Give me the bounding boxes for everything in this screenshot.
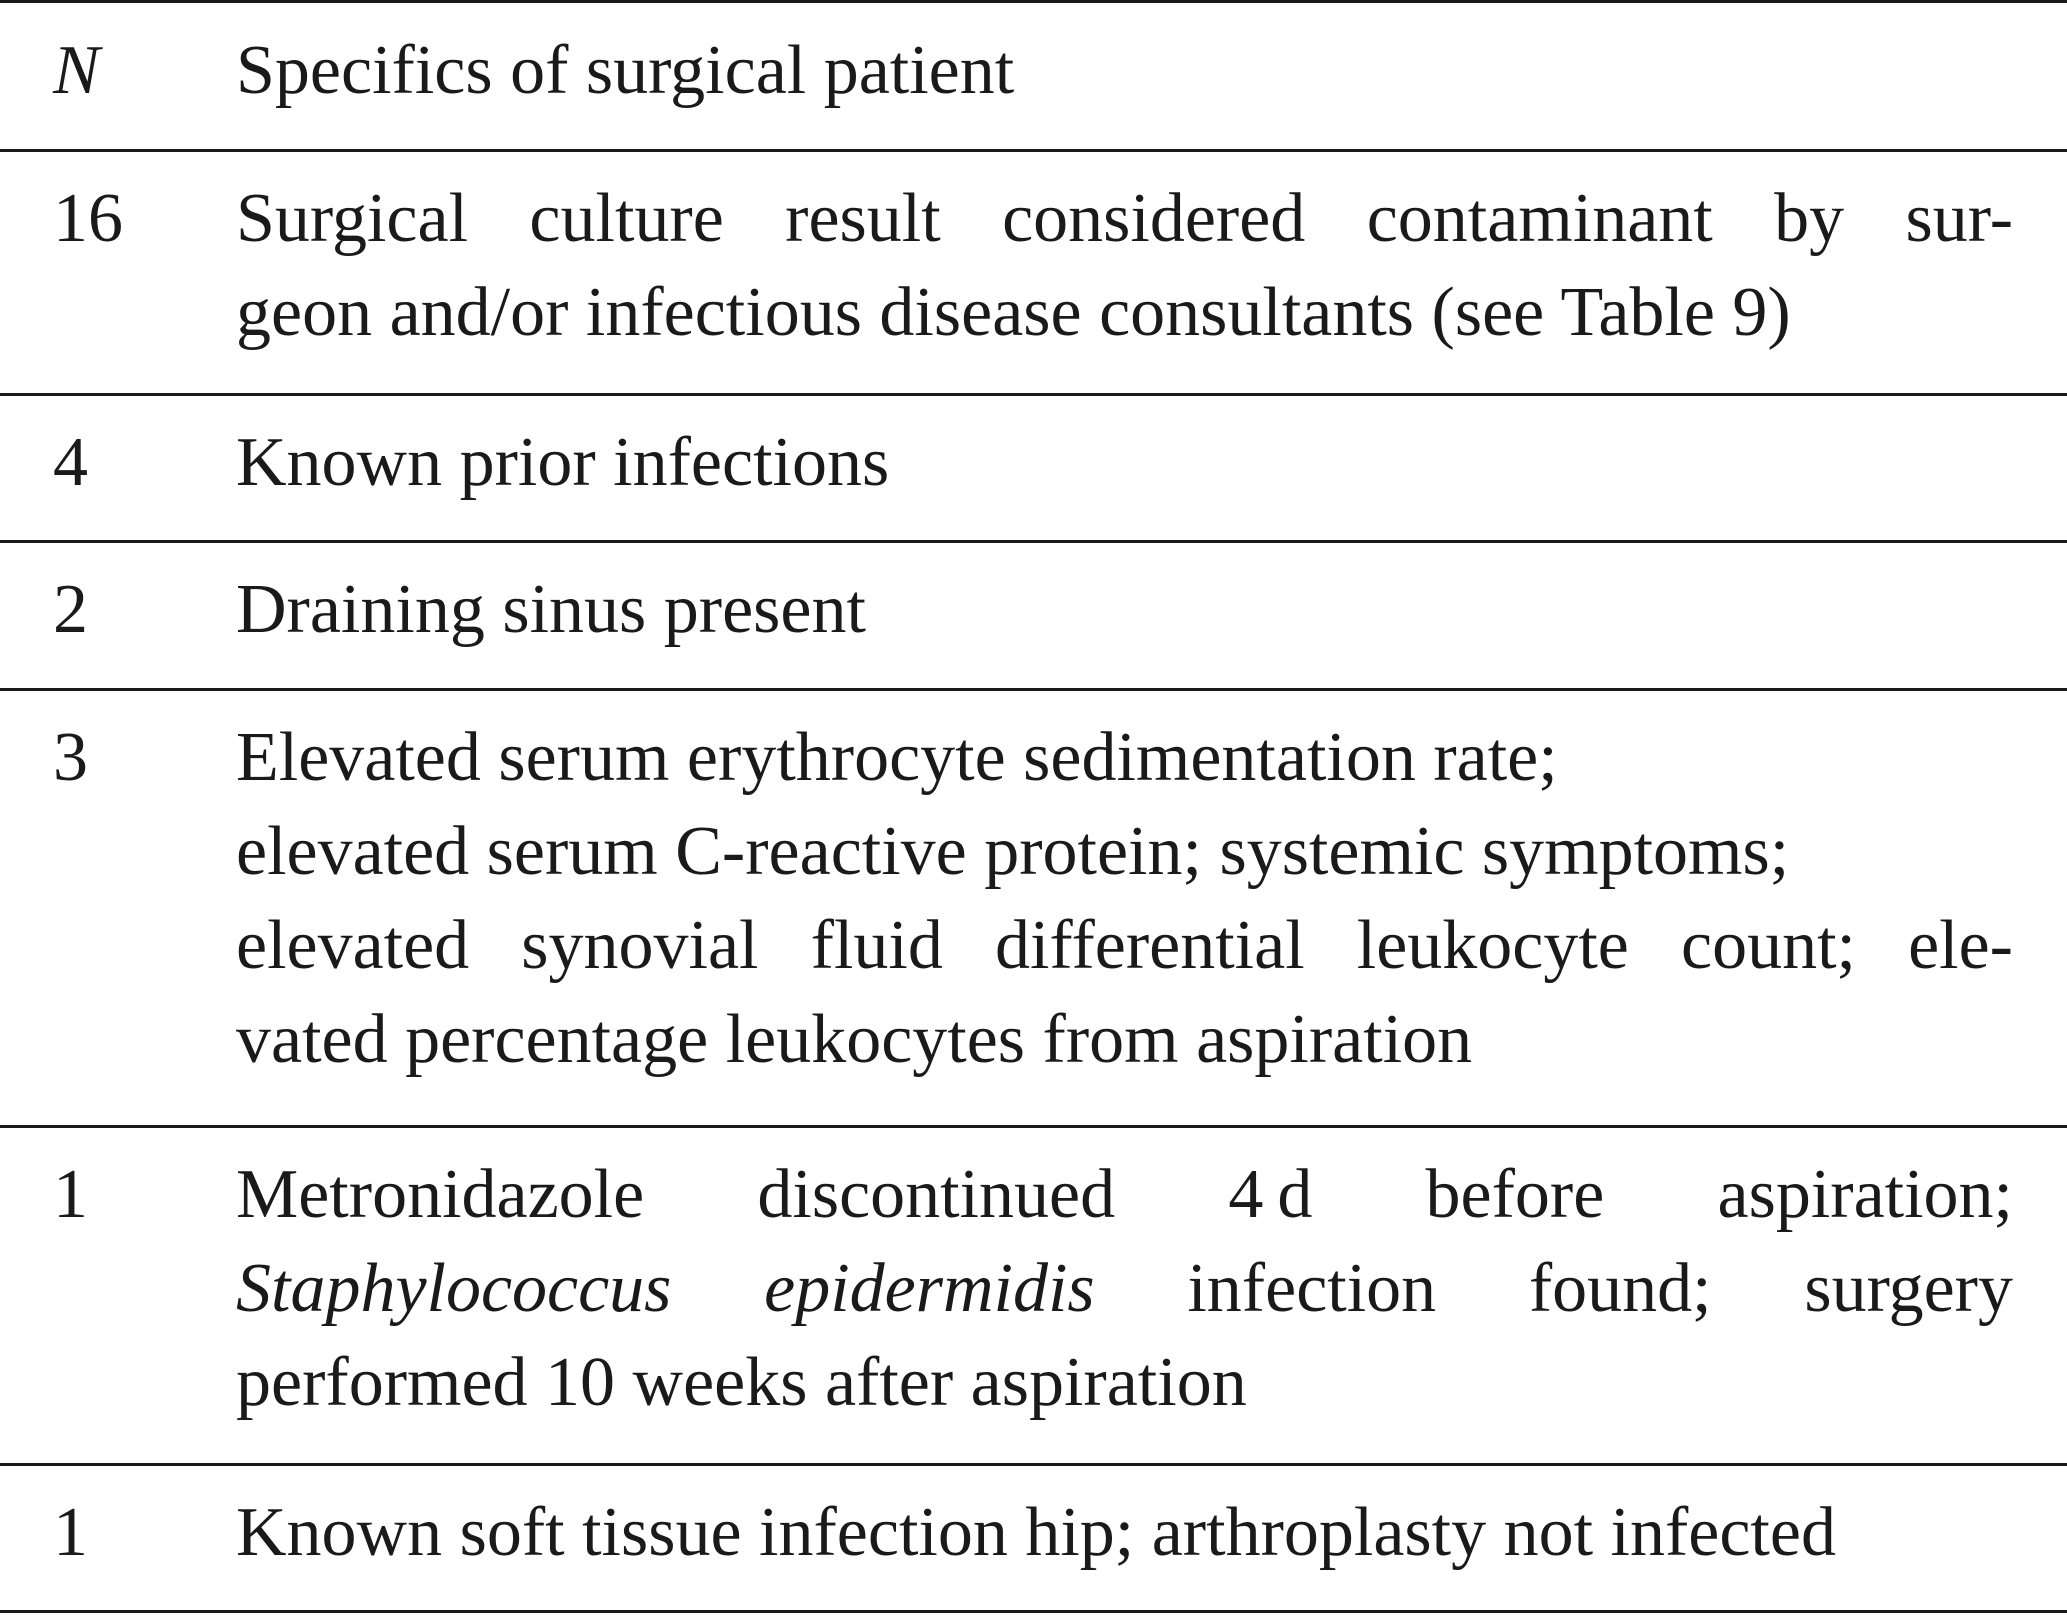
row-rule	[0, 1463, 2067, 1466]
row-specifics	[236, 1148, 2013, 1430]
row-line: elevated synovial fluid differential leukocyte count; ele-	[236, 907, 2013, 984]
row-specifics	[236, 1486, 2013, 1580]
row-n: 1	[53, 1494, 88, 1571]
row-rule	[0, 688, 2067, 691]
row-specifics	[236, 563, 2013, 657]
row-line: Elevated serum erythrocyte sedimentation rate;	[236, 719, 1558, 796]
header-specifics-text: Specifics of surgical patient	[236, 32, 1015, 109]
row-rule	[0, 393, 2067, 396]
row-n: 3	[53, 719, 88, 796]
row-line: Surgical culture result considered contaminant by sur-	[236, 180, 2013, 257]
row-line: elevated serum C-reactive protein; systemic symptoms;	[236, 813, 1790, 890]
table-bottom-rule	[0, 1610, 2067, 1613]
row-line: Draining sinus present	[236, 571, 866, 648]
row-line: Known prior infections	[236, 424, 890, 501]
row-n: 1	[53, 1156, 88, 1233]
organism-name: Staphylococcus epidermidis	[236, 1250, 1095, 1327]
row-rule	[0, 540, 2067, 543]
row-specifics	[236, 416, 2013, 510]
header-n: N	[53, 32, 100, 109]
row-n: 2	[53, 571, 88, 648]
row-rule	[0, 1125, 2067, 1128]
row-line-rest: infection found; surgery	[1187, 1250, 2013, 1327]
row-specifics	[236, 172, 2013, 360]
table-top-rule	[0, 0, 2067, 3]
row-n: 4	[53, 424, 88, 501]
row-line: vated percentage leukocytes from aspiration	[236, 1001, 1473, 1078]
row-line: geon and/or infectious disease consultants (see Table 9)	[236, 274, 1791, 351]
header-specifics	[236, 24, 2013, 118]
row-line	[236, 1242, 2013, 1336]
row-line: performed 10 weeks after aspiration	[236, 1344, 1247, 1421]
row-n: 16	[53, 180, 123, 257]
row-line: Known soft tissue infection hip; arthroplasty not infected	[236, 1494, 1836, 1571]
header-rule	[0, 149, 2067, 152]
row-line: Metronidazole discontinued 4 d before aspiration;	[236, 1156, 2013, 1233]
row-specifics	[236, 711, 2013, 1087]
